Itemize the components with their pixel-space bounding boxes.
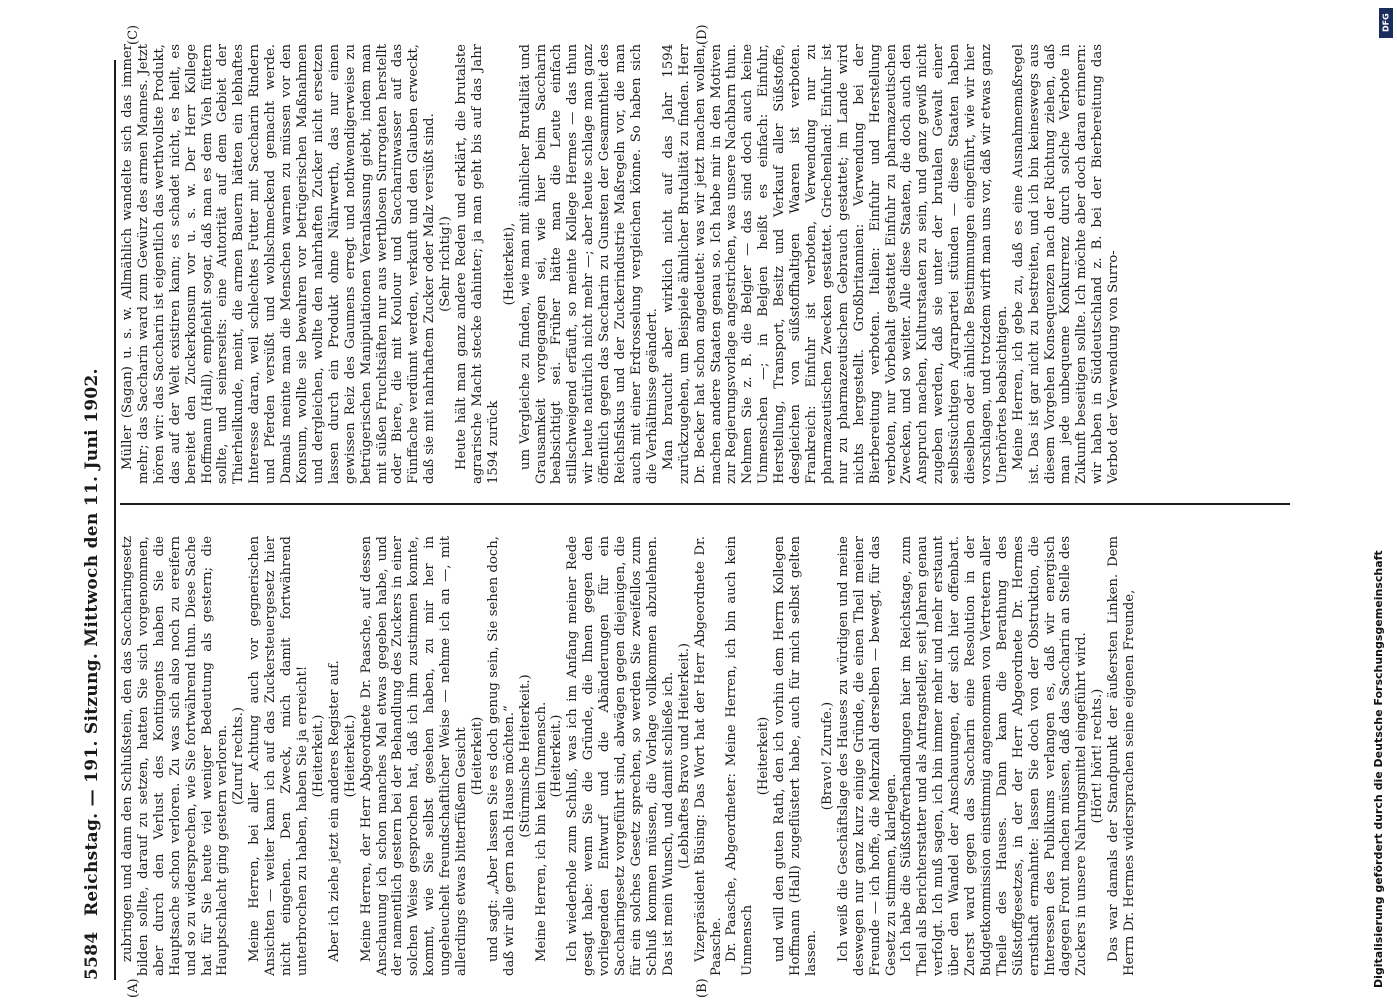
left-column-paragraph: und sagt: „Aber lassen Sie es doch genug sein, Sie sehen doch, daß wir alle gern nach Hause möchten.“	[485, 536, 517, 976]
left-column-paragraph: und will den guten Rath, den ich vorhin dem Herrn Kollegen Hoffmann (Hall) zugeflüstert habe, auch für mich selbst gelten lassen.	[772, 536, 819, 976]
left-column-paragraph: (Heiterkeit.)	[342, 714, 358, 798]
right-column-paragraph: (Sehr richtig!)	[438, 216, 454, 312]
left-column-paragraph: (Hört! hört! rechts.)	[1090, 688, 1106, 824]
margin-mark-b: (B)	[695, 978, 710, 998]
right-column	[120, 44, 1290, 484]
right-column-paragraph: Man braucht aber wirklich nicht auf das Jahr 1594 zurückzugehen, um Beispiele ähnlicher Brutalität zu finden. Herr Dr. Becker hat schon angedeutet: was wir jetzt machen wollen, machen andere Staaten genau so. Ich habe mir in den Motiven zur Regierungsvorlage angestrichen, was unsere Nachbarn thun. Nehmen Sie z. B. die Belgier — das sind doch auch keine Unmenschen —; in Belgien heißt es einfach: Einfuhr, Herstellung, Transport, Besitz und Verkauf aller Süßstoffe, desgleichen von süßstoffhaltigen Waaren ist verboten. Frankreich: Einfuhr ist verboten, Verwendung nur zu pharmazeutischen Zwecken gestattet. Griechenland: Einfuhr ist nur zu pharmazeutischem Gebrauch gestattet; im Lande wird nichts hergestellt. Großbritannien: Verwendung bei der Bierbereitung verboten. Italien: Einfuhr und Herstellung verboten, nur Vorbehalt gestattet Einfuhr zu pharmazeutischen Zwecken, und so weiter. Alle diese Staaten, die doch auch den Anspruch machen, Kulturstaaten zu sein, und ganz gewiß nicht zugeben werden, daß sie unter der brutalen Gewalt einer selbstsüchtigen Agrarpartei stünden — diese Staaten haben dieselben oder ähnliche Bestimmungen eingeführt, wie wir hier vorschlagen, und trotzdem wirft man uns vor, daß wir etwas ganz Unerhörtes beabsichtigen.	[660, 44, 1010, 484]
digitization-stamp: Digitalisierung gefördert durch die Deutsche Forschungsgemeinschaft	[1372, 550, 1385, 988]
left-column-paragraph: Dr. Paasche, Abgeordneter: Meine Herren, ich bin auch kein Unmensch	[724, 536, 756, 976]
left-column-paragraph: (Zuruf rechts.)	[231, 706, 247, 806]
left-column-paragraph: Ich wiederhole zum Schluß, was ich im Anfang meiner Rede gesagt habe: wenn Sie die Gründe, die Ihnen gegen den vorliegenden Entwurf und die Abänderungen für ein Saccharingesetz vorgeführt sind, abwägen gegen diejenigen, die für ein solches Gesetz sprechen, so werden Sie zweifellos zum Schluß kommen müssen, die Vorlage vollkommen abzulehnen. Das ist mein Wunsch, und damit schließe ich.	[565, 536, 676, 976]
left-column-paragraph: (Stürmische Heiterkeit.)	[517, 674, 533, 838]
margin-mark-a: (A)	[126, 978, 141, 998]
right-column-paragraph: Müller (Sagan) u. s. w. Allmählich wandelte sich das immer mehr; das Saccharin ward zum Gewürz des armen Mannes. Jetzt hören wir: das Saccharin ist eigentlich das werthvollste Produkt, das auf der Welt existiren kann; es schadet nicht, es heilt, es bereitet den Zuckerkonsum vor u. s. w. Der Herr Kollege Hoffmann (Hall), empfiehlt sogar, daß man es dem Vieh füttern sollte, und seinerseits: eine Autorität auf dem Gebiet der Thierheilkunde, meint, die armen Bauern hätten ein lebhaftes Interesse daran, weil schlechtes Futter mit Saccharin Rindern und Pferden versüßt und wohlschmeckend gemacht werde. Damals meinte man die Menschen warnen zu müssen vor den Konsum, wollte sie bewahren vor betrügerischen Maßnahmen und dergleichen, wollte den nahrhaften Zucker nicht ersetzen lassen durch ein Produkt ohne Nährwerth, das nur einen gewissen Reiz des Gaumens erregt und nothwendigerweise zu betrügerischen Manipulationen Veranlassung giebt, indem man mit süßen Fruchtsäften nur aus werthlosen Surrogaten herstellt oder Biere, die mit Koulour und Saccharinwasser auf das Fünffache verdünnt werden, verkauft und den Glauben erweckt, daß sie mit nahrhaftem Zucker oder Malz versüßt sind.	[120, 44, 438, 484]
left-column-paragraph: (Heiterkeit)	[469, 716, 485, 796]
left-column-paragraph: (Lebhaftes Bravo und Heiterkeit.)	[676, 642, 692, 870]
left-column-paragraph: Meine Herren, der Herr Abgeordnete Dr. Paasche, auf dessen Anschauung ich schon manches Mal etwas gegeben habe, und der namentlich gestern bei der Behandlung des Zuckers in einer solchen Weise gesprochen hat, daß ich ihm zustimmen konnte, kommt, wie Sie selbst gesehen haben, zu mir her in ungeheuchelt freundschaftlicher Weise — nehme ich an —, mit allerdings etwas bitterfüßem Gesicht	[358, 536, 470, 976]
right-column-paragraph: Meine Herren, ich gebe zu, daß es eine Ausnahmemaßregel ist. Das ist gar nicht zu bestreiten, und ich bin keineswegs aus diesem Vorgehen Konsequenzen nach der Richtung ziehen, daß man jede unbequeme Konkurrenz durch solche Verbote in Zukunft beseitigen sollte. Ich möchte aber doch daran erinnern: wir haben in Süddeutschland z. B. bei der Bierbereitung das Verbot der Verwendung von Surro-	[1010, 44, 1122, 484]
left-column-paragraph: Ich weiß die Geschäftslage des Hauses zu würdigen und meine deswegen nur ganz kurz einige Gründe, die einen Theil meiner Freunde — ich hoffe, die Mehrzahl derselben — bewegt, für das Gesetz zu stimmen, klarlegen.	[835, 536, 899, 976]
left-column-paragraph: Aber ich ziehe jetzt ein anderes Register auf.	[326, 660, 342, 962]
left-column-paragraph: Meine Herren, ich bin kein Unmensch.	[533, 701, 549, 962]
left-column-paragraph: (Heiterkeit)	[756, 716, 772, 796]
left-column-paragraph: Das war damals der Standpunkt der äußersten Linken. Dem Herrn Dr. Hermes widersprachen seine eigenen Freunde,	[1106, 536, 1138, 976]
page-number: 5584	[82, 931, 102, 980]
header-rule	[114, 60, 116, 980]
dfg-logo-icon: DFG	[1379, 8, 1393, 38]
right-column-paragraph: (Heiterkeit),	[501, 222, 517, 306]
left-column	[120, 536, 1290, 976]
left-column-paragraph: (Heiterkeit.)	[549, 714, 565, 798]
page-header	[78, 80, 110, 980]
right-column-paragraph: Heute hält man ganz andere Reden und erklärt, die brutalste agrarische Macht stecke dahinter; ja man geht bis auf das Jahr 1594 zurück	[454, 44, 501, 484]
left-column-paragraph: zubringen und dann den Schlußstein, den das Saccharingesetz bilden sollte, darauf zu setzen, hatten Sie sich vorgenommen, aber durch den Verlust des Kontingents haben Sie die Hauptsache schon verloren. Zu was sich also noch zu ereifern und so zu widersprechen, wie Sie fortwährend thun. Diese Sache hat für Sie heute viel weniger Bedeutung als gestern; die Hauptschlacht ging gestern verloren.	[120, 536, 231, 976]
column-divider	[120, 503, 1290, 505]
left-column-paragraph: Meine Herren, bei aller Achtung auch vor gegnerischen Ansichten — weiter kann ich auf das Zuckersteuergesetz hier nicht eingehen. Den Zweck, mich damit fortwährend unterbrochen zu haben, haben Sie ja erreicht!	[247, 536, 310, 976]
left-column-paragraph: Vizepräsident Büsing: Das Wort hat der Herr Abgeordnete Dr. Paasche.	[692, 536, 724, 976]
margin-mark-d: (D)	[695, 24, 710, 45]
right-column-paragraph: um Vergleiche zu finden, wie man mit ähnlicher Brutalität und Grausamkeit vorgegangen sei, wie hier beim Saccharin beabsichtigt sei. Früher hätte man die Leute einfach stillschweigend erfäuft, so meinte Kollege Hermes — das thun wir heute natürlich nicht mehr —; aber heute schlage man ganz öffentlich gegen das Saccharin zu Gunsten der Gesammtheit des Reichsfiskus und der Zuckerindustrie Maßregeln vor, die man auch mit einer Erdrosselung vergleichen könne. So haben sich die Verhältnisse geändert.	[517, 44, 660, 484]
margin-mark-c: (C)	[126, 24, 141, 45]
left-column-paragraph: Ich habe die Süßstoffverhandlungen hier im Reichstage, zum Theil als Berichterstatter und als Antragsteller, seit Jahren genau verfolgt. Ich muß sagen, ich bin immer mehr und mehr erstaunt über den Wandel der Anschauungen, der sich hier offenbart. Zuerst ward gegen das Saccharin eine Resolution in der Budgetkommission einstimmig angenommen von Vertretern aller Theile des Hauses. Dann kam die Berathung des Süßstoffgesetzes, in der der Herr Abgeordnete Dr. Hermes ernsthaft ermahnte: lassen Sie doch von der Obstruktion, die Interessen des Publikums verlangen es, daß wir energisch dagegen Front machen müssen, daß das Saccharin an Stelle des Zuckers in unsere Nahrungsmittel eingeführt wird.	[899, 536, 1090, 976]
left-column-paragraph: (Heiterkeit.)	[310, 714, 326, 798]
running-head: Reichstag. — 191. Sitzung. Mittwoch den 11. Juni 1902.	[82, 368, 102, 916]
left-column-paragraph: (Bravo! Zurufe.)	[819, 701, 835, 811]
